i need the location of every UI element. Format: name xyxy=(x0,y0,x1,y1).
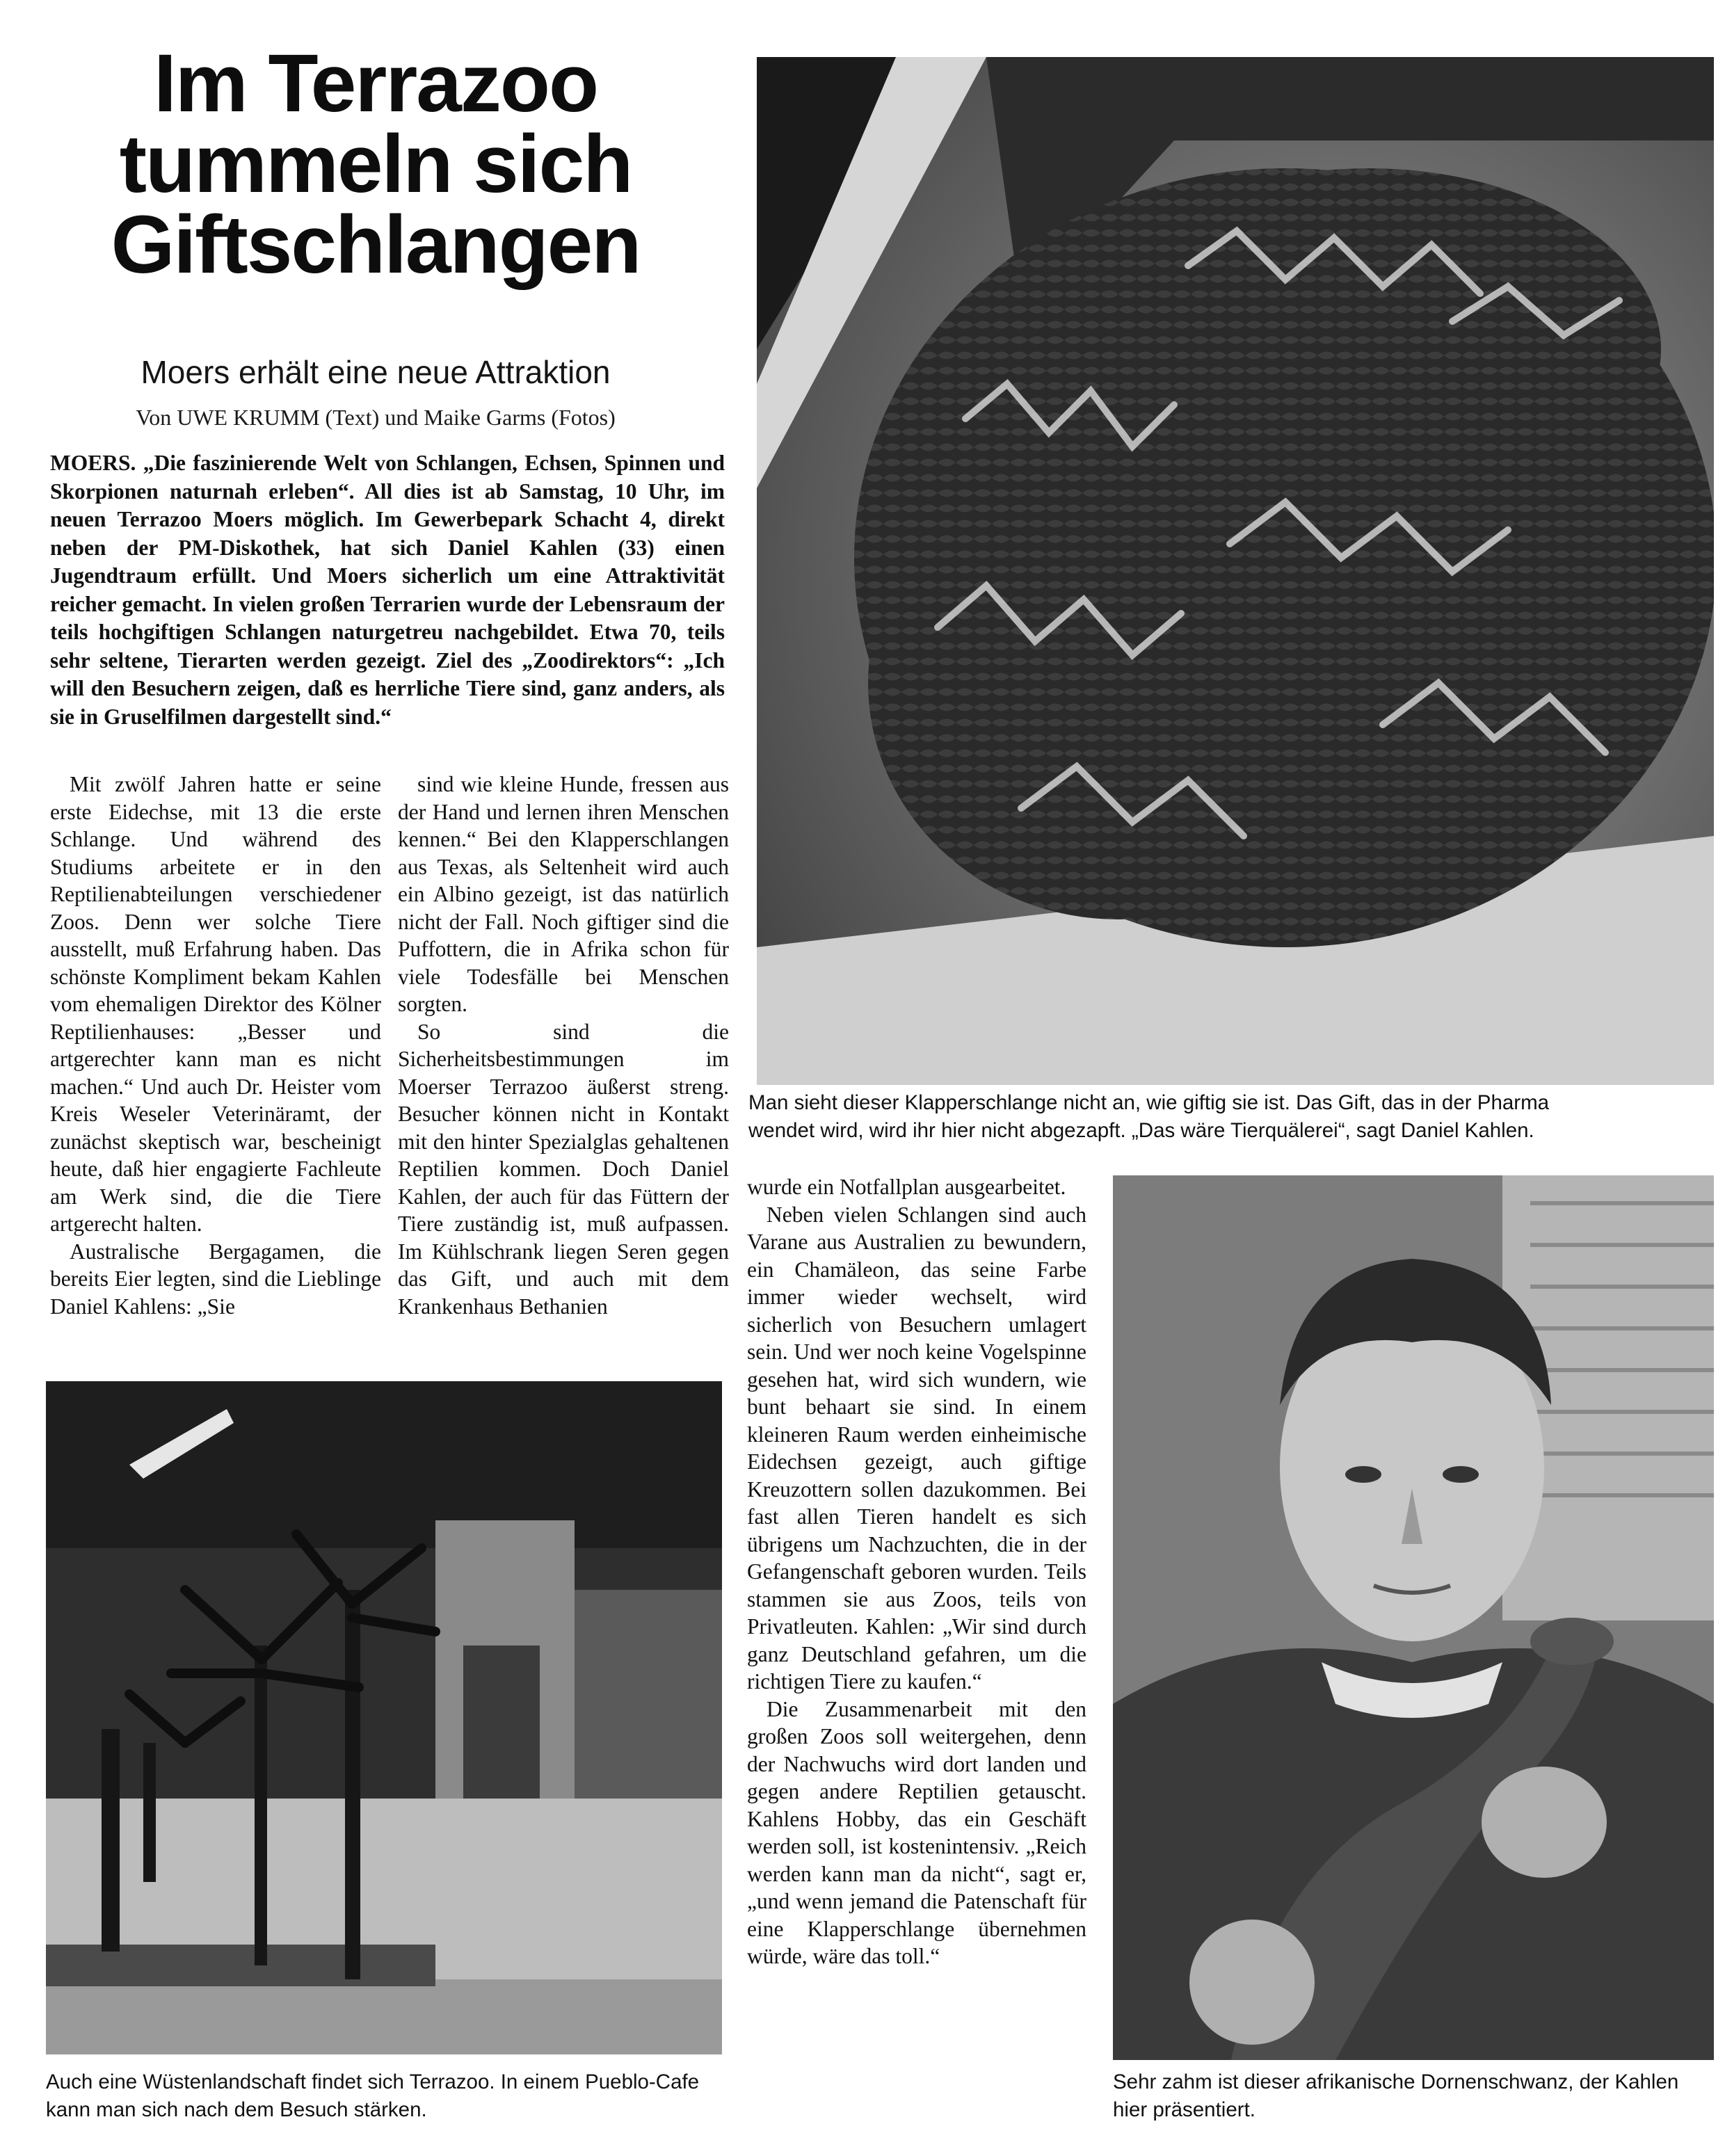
keeper-with-lizard-photo xyxy=(1113,1175,1714,2060)
desert-caption: Auch eine Wüstenlandschaft findet sich Terrazoo. In einem Pueblo-Cafe kann man sich nach dem Besuch stärken. xyxy=(46,2070,700,2121)
headline-line: tummeln sich xyxy=(119,118,632,210)
rattlesnake-caption xyxy=(748,1089,1714,1145)
caption-line: wendet wird, wird ihr hier nicht abgezapft. „Das wäre Tierquälerei“, sagt Daniel Kahlen. xyxy=(748,1119,1534,1142)
body-paragraph: So sind die Sicherheitsbestimmungen im Moerser Terrazoo äußerst streng. Besucher können nicht in Kontakt mit den hinter Spezialglas gehaltenen Reptilien kommen. Doch Daniel Kahlen, der auch für das Füttern der Tiere zuständig ist, muß aufpassen. Im Kühlschrank liegen Seren gegen das Gift, und auch mit dem Krankenhaus Bethanien xyxy=(398,1019,729,1319)
lead-paragraph: MOERS. „Die faszinierende Welt von Schlangen, Echsen, Spinnen und Skorpionen naturnah erleben“. All dies ist ab Samstag, 10 Uhr, im neuen Terrazoo Moers möglich. Im Gewerbepark Schacht 4, direkt neben der PM-Diskothek, hat sich Daniel Kahlen (33) einen Jugendtraum erfüllt. Und Moers sicherlich um eine Attraktivität reicher gemacht. In vielen großen Terrarien wurde der Lebensraum der teils hochgiftigen Schlangen naturgetreu nachgebildet. Etwa 70, teils sehr seltene, Tierarten werden gezeigt. Ziel des „Zoodirektors“: „Ich will den Besuchern zeigen, daß es herrliche Tiere sind, ganz anders, als sie in Gruselfilmen dargestellt sind.“ xyxy=(50,451,725,729)
body-paragraph: sind wie kleine Hunde, fressen aus der Hand und lernen ihren Menschen kennen.“ Bei den Klapperschlangen aus Texas, als Seltenheit wird auch ein Albino gezeigt, ist das natürlich nicht der Fall. Noch giftiger sind die Puffottern, die in Afrika schon für viele Todesfälle bei Menschen sorgten. xyxy=(398,772,729,1016)
desert-landscape-photo xyxy=(46,1381,722,2054)
body-column-1 xyxy=(50,771,381,1320)
body-column-2 xyxy=(398,771,729,1320)
headline xyxy=(42,38,709,291)
body-paragraph: Die Zusammenarbeit mit den großen Zoos soll weitergehen, denn der Nachwuchs wird dort landen und gegen andere Reptilien getauscht. Kahlens Hobby, das ein Geschäft werden soll, ist kostenintensiv. „Reich werden kann man da nicht“, sagt er, „und wenn jemand die Patenschaft für eine Klapperschlange übernehmen würde, wäre das toll.“ xyxy=(747,1696,1086,1968)
headline-line: Giftschlangen xyxy=(111,199,641,291)
portrait-caption: Sehr zahm ist dieser afrikanische Dornenschwanz, der Kahlen hier präsentiert. xyxy=(1113,2070,1679,2121)
body-column-3 xyxy=(747,1173,1086,1970)
caption-line: Man sieht dieser Klapperschlange nicht an, wie giftig sie ist. Das Gift, das in der Pharma xyxy=(748,1091,1550,1114)
body-paragraph: Neben vielen Schlangen sind auch Varane aus Australien zu bewundern, ein Chamäleon, das seine Farbe immer wieder wechselt, wird sicherlich von Besuchern umlagert sein. Und wer noch keine Vogelspinne gesehen hat, wird sich wundern, wie bunt behaart sie sind. In einem kleineren Raum werden einheimische Eidechsen gezeigt, auch giftige Kreuzottern sollen dazukommen. Bei fast allen Tieren handelt es sich übrigens um Nachzuchten, die in der Gefangenschaft geboren wurden. Teils stammen sie aus Zoos, teils von Privatleuten. Kahlen: „Wir sind durch ganz Deutschland gefahren, um die richtigen Tiere zu kaufen.“ xyxy=(747,1202,1086,1694)
subheadline: Moers erhält eine neue Attraktion xyxy=(141,354,611,390)
body-paragraph: Australische Bergagamen, die bereits Eier legten, sind die Lieblinge Daniel Kahlens: „Sie xyxy=(50,1239,381,1319)
headline-line: Im Terrazoo xyxy=(153,38,598,129)
body-paragraph: wurde ein Notfallplan ausgearbeitet. xyxy=(747,1175,1066,1199)
body-paragraph: Mit zwölf Jahren hatte er seine erste Eidechse, mit 13 die erste Schlange. Und während des Studiums arbeitete er in den Reptilienabteilungen verschiedener Zoos. Denn wer solche Tiere ausstellt, muß Erfahrung haben. Das schönste Kompliment bekam Kahlen vom ehemaligen Direktor des Kölner Reptilienhauses: „Besser und artgerechter kann man es nicht machen.“ Und auch Dr. Heister vom Kreis Weseler Veterinäramt, der zunächst skeptisch war, bescheinigt heute, daß hier engagierte Fachleute am Werk sind, die die Tiere artgerecht halten. xyxy=(50,772,381,1236)
rattlesnake-photo xyxy=(757,57,1714,1085)
byline: Von UWE KRUMM (Text) und Maike Garms (Fotos) xyxy=(136,405,616,430)
